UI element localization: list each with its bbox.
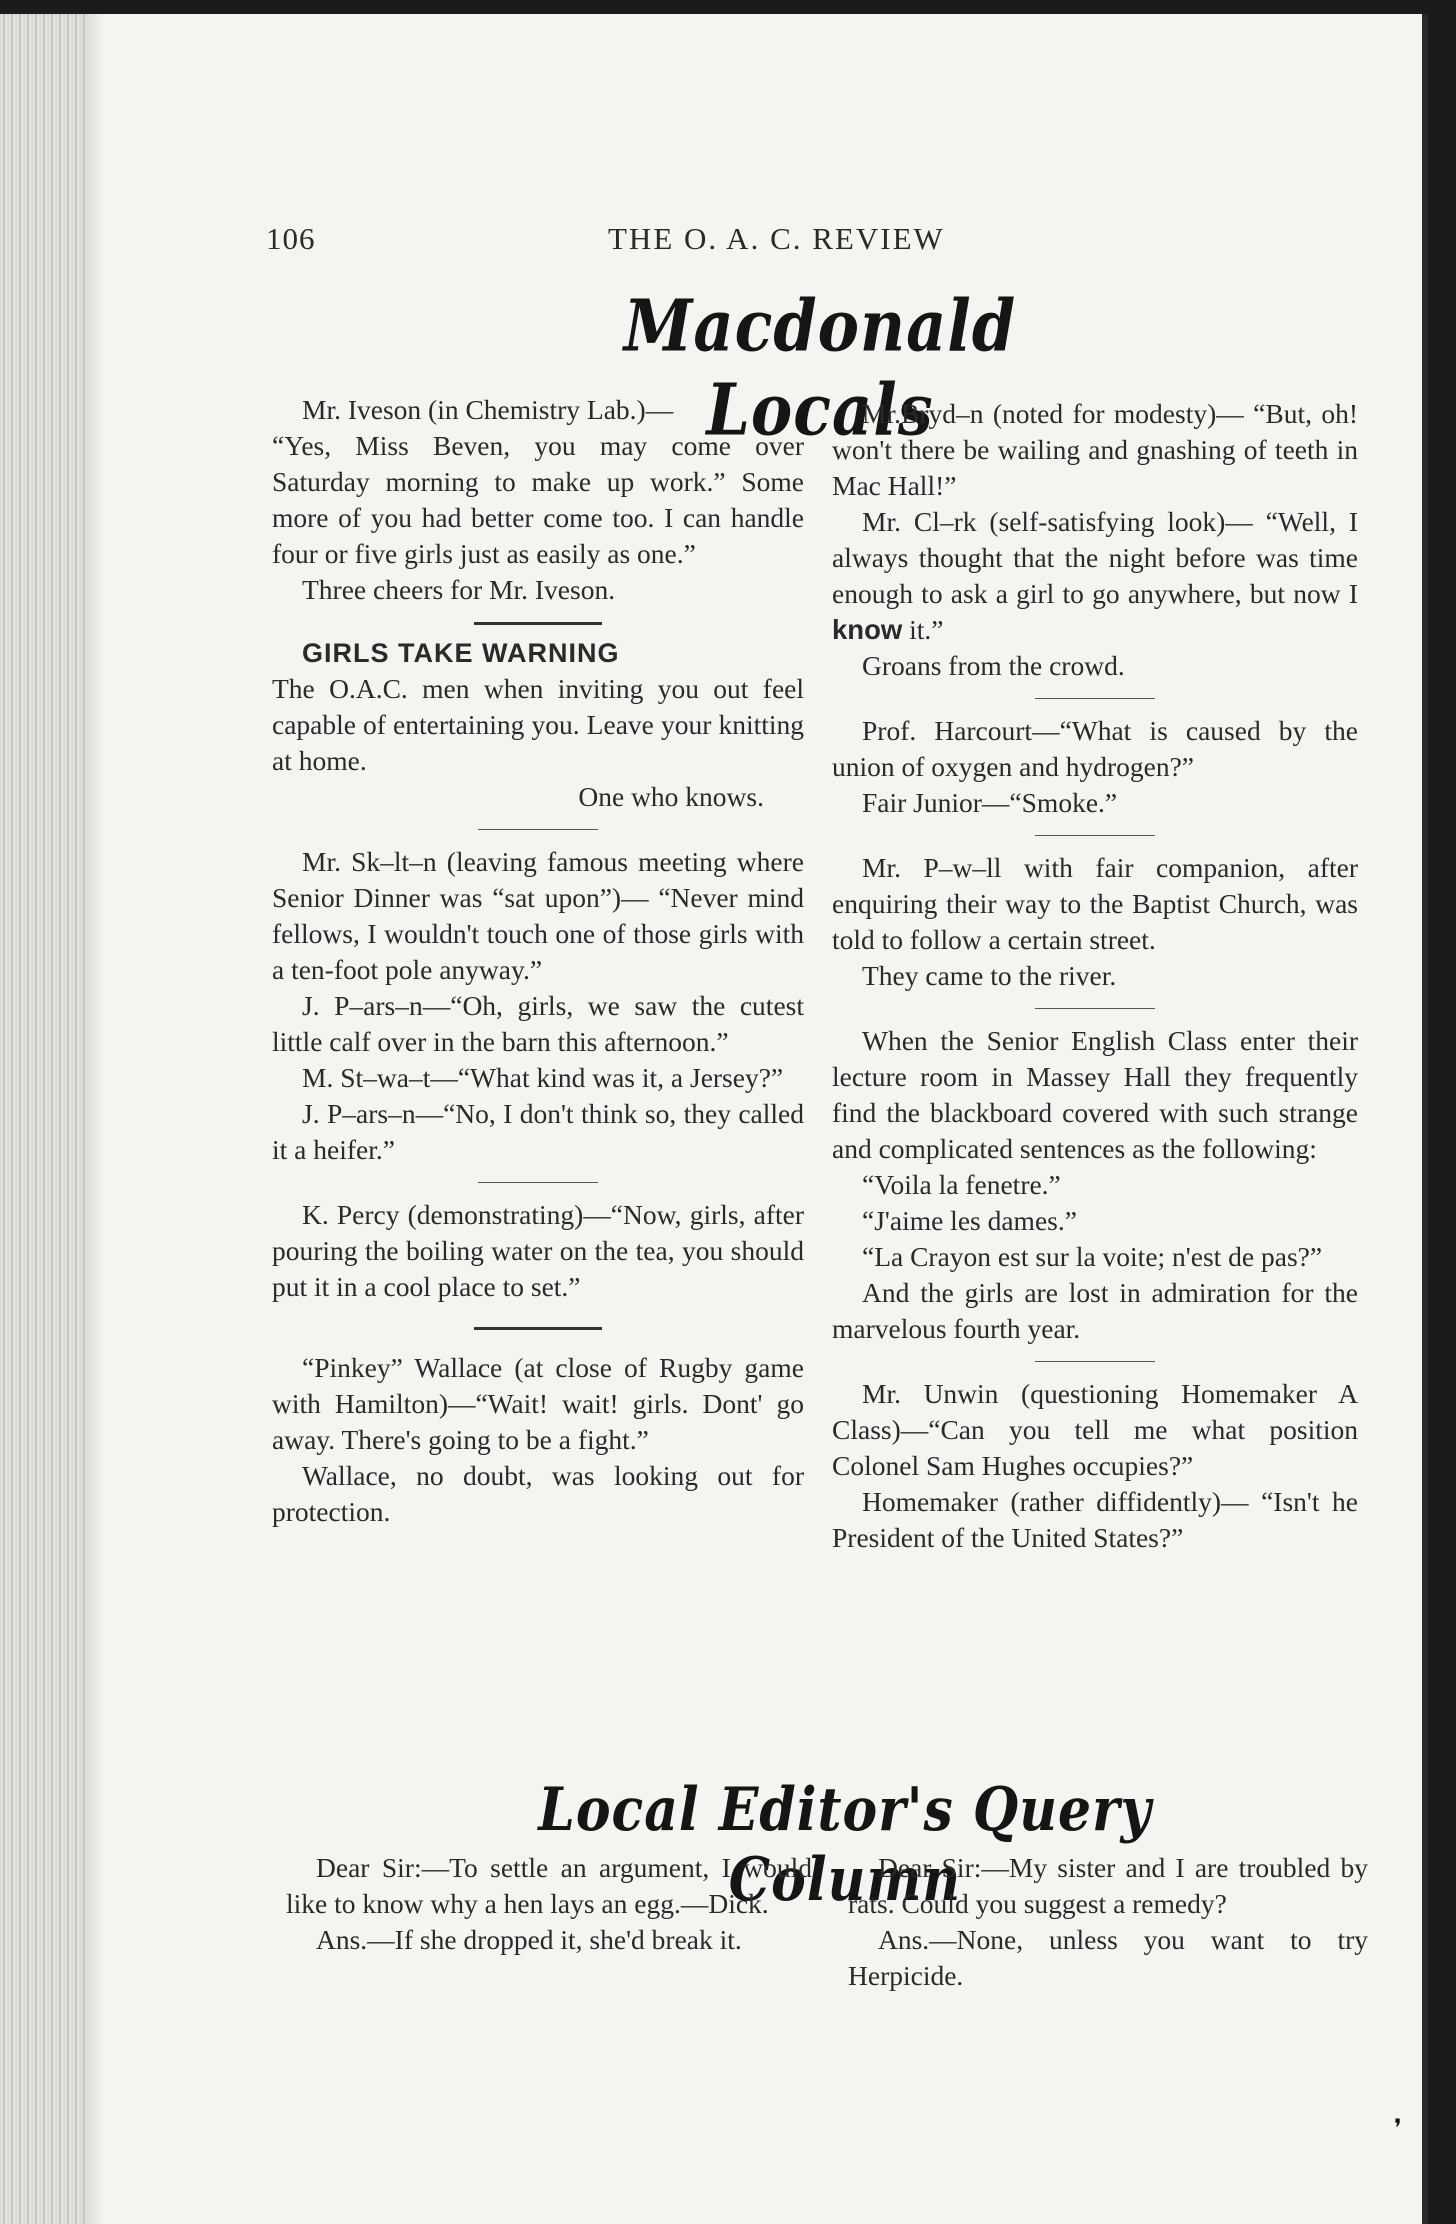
divider [478, 829, 598, 830]
divider [1035, 698, 1155, 699]
page-number: 106 [266, 221, 316, 256]
bryden-item: Mr.Bryd–n (noted for modesty)— “But, oh! won't there be wailing and gnashing of teeth in Mac Hall!” [832, 398, 1358, 501]
wallace-item: “Pinkey” Wallace (at close of Rugby game with Hamilton)—“Wait! wait! girls. Dont' go away. There's going to be a fight.” [272, 1352, 804, 1455]
divider [1035, 835, 1155, 836]
powell-item: Mr. P–w–ll with fair companion, after enquiring their way to the Baptist Church, was told to follow a certain street. [832, 852, 1358, 955]
query-right [848, 1850, 1368, 1994]
clark-item [832, 504, 1358, 648]
query-letter-left: Dear Sir:—To settle an argument, I would like to know why a hen lays an egg.—Dick. [286, 1852, 812, 1919]
french-line-3: “La Crayon est sur la voite; n'est de pas?” [862, 1241, 1323, 1272]
book-binding-edge [0, 14, 86, 2224]
ink-mark: ❜ [1394, 2116, 1402, 2142]
right-column [832, 396, 1358, 1556]
junior-item: Fair Junior—“Smoke.” [862, 787, 1118, 818]
query-answer-left: Ans.—If she dropped it, she'd break it. [316, 1924, 742, 1955]
iveson-intro: Mr. Iveson (in Chemistry Lab.)— [302, 394, 674, 425]
river-line: They came to the river. [862, 960, 1117, 991]
query-column-title: Local Editor's Query Column [538, 1774, 1152, 1916]
divider [478, 1182, 598, 1183]
stewart-item: M. St–wa–t—“What kind was it, a Jersey?” [302, 1062, 784, 1093]
divider [474, 622, 602, 625]
running-title: THE O. A. C. REVIEW [608, 221, 945, 256]
section-title: Macdonald Locals [623, 284, 1017, 452]
query-left [286, 1850, 812, 1958]
unwin-item: Mr. Unwin (questioning Homemaker A Class)—“Can you tell me what position Colonel Sam Hughes occupies?” [832, 1378, 1358, 1481]
groans-line: Groans from the crowd. [862, 650, 1125, 681]
query-letter-right: Dear Sir:—My sister and I are troubled by rats. Could you suggest a remedy? [848, 1852, 1368, 1919]
query-answer-right: Ans.—None, unless you want to try Herpicide. [848, 1924, 1368, 1991]
pearson-item-1: J. P–ars–n—“Oh, girls, we saw the cutest little calf over in the barn this afternoon.” [272, 990, 804, 1057]
running-header [266, 221, 1026, 261]
divider [1035, 1361, 1155, 1362]
divider [474, 1327, 602, 1330]
english-item: When the Senior English Class enter their lecture room in Massey Hall they frequently find the blackboard covered with such strange and complicated sentences as the following: [832, 1025, 1358, 1164]
divider [1035, 1008, 1155, 1009]
harcourt-item: Prof. Harcourt—“What is caused by the union of oxygen and hydrogen?” [832, 715, 1358, 782]
page-edge-shadow [1422, 14, 1428, 2224]
warning-heading: GIRLS TAKE WARNING [302, 638, 620, 668]
homemaker-item: Homemaker (rather diffidently)— “Isn't he President of the United States?” [832, 1486, 1358, 1553]
admiration-line: And the girls are lost in admiration for the marvelous fourth year. [832, 1277, 1358, 1344]
warning-signature: One who knows. [578, 781, 764, 812]
clark-text-end: it.” [909, 614, 944, 645]
pearson-item-2: J. P–ars–n—“No, I don't think so, they called it a heifer.” [272, 1098, 804, 1165]
skelton-item: Mr. Sk–lt–n (leaving famous meeting where Senior Dinner was “sat upon”)— “Never mind fellows, I wouldn't touch one of those girls with a ten-foot pole anyway.” [272, 846, 804, 985]
wallace-note: Wallace, no doubt, was looking out for protection. [272, 1460, 804, 1527]
warning-text: The O.A.C. men when inviting you out feel capable of entertaining you. Leave your knitting at home. [272, 673, 804, 776]
percy-item: K. Percy (demonstrating)—“Now, girls, after pouring the boiling water on the tea, you should put it in a cool place to set.” [272, 1199, 804, 1302]
clark-text: Mr. Cl–rk (self-satisfying look)— “Well, I always thought that the night before was time enough to ask a girl to go anywhere, but now I [832, 506, 1358, 609]
french-line-1: “Voila la fenetre.” [862, 1169, 1061, 1200]
left-column [272, 392, 804, 1530]
iveson-quote: “Yes, Miss Beven, you may come over Saturday morning to make up work.” Some more of you had better come too. I can handle four or five girls just as easily as one.” [272, 430, 804, 569]
iveson-cheers: Three cheers for Mr. Iveson. [302, 574, 616, 605]
clark-emphasis: know [832, 614, 903, 645]
french-line-2: “J'aime les dames.” [862, 1205, 1077, 1236]
scanned-page [0, 14, 1428, 2224]
